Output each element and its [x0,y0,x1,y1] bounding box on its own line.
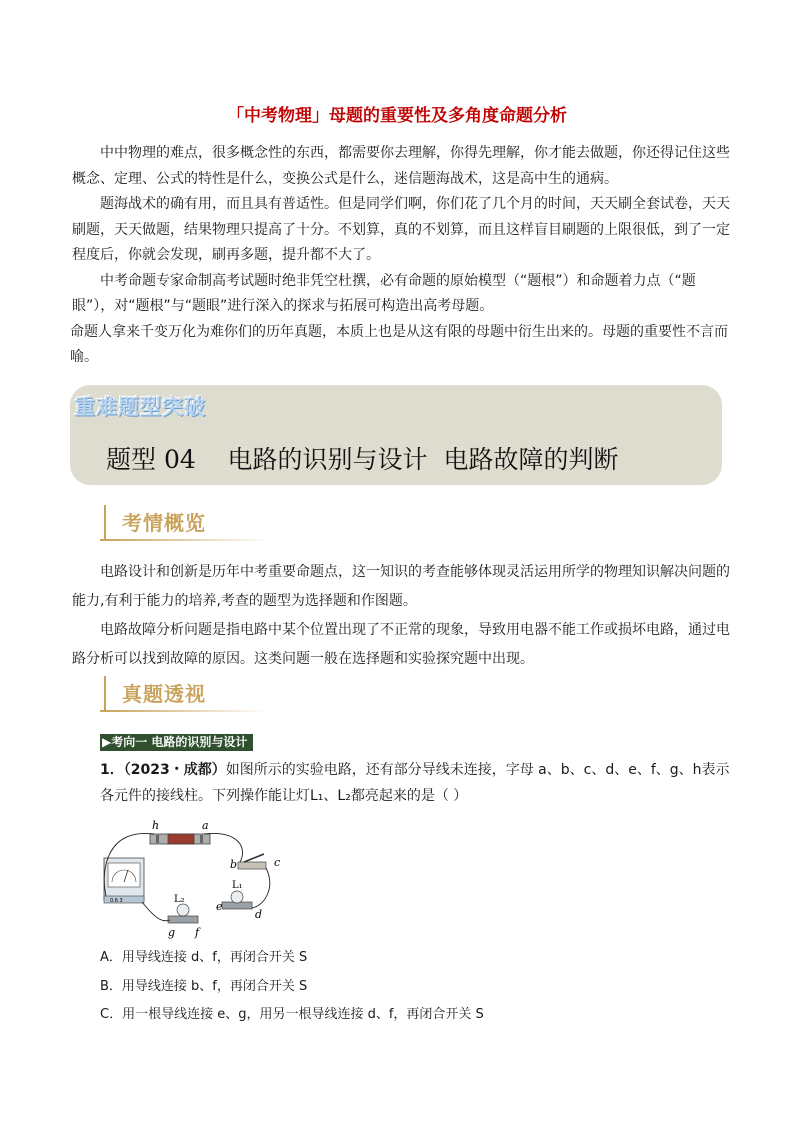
page-title: 「中考物理」母题的重要性及多角度命题分析 [227,106,567,126]
banner-tag: 重难题型突破 [74,395,206,419]
answer-options [100,944,484,1030]
topic-banner [70,385,722,485]
option-b[interactable]: B．用导线连接 b、f，再闭合开关 S [100,978,308,994]
heading-underline [100,539,270,541]
question-text: 如图所示的实验电路，还有部分导线未连接，字母 a、b、c、d、e、f、g、h表示 [225,762,730,778]
terminal-label-a: a [202,819,209,832]
lamp-l1-icon [222,891,252,909]
terminal-label-h: h [152,819,160,832]
terminal-label-c: c [274,856,281,869]
intro-text [72,141,732,371]
overview-text [72,558,737,674]
battery-icon [150,834,210,844]
terminal-label-b: b [230,858,238,871]
intro-paragraph: 命题人拿来千变万化为难你们的历年真题，本质上也是从这有限的母题中衍生出来的。母题的重要性不言而喻。 [70,323,728,365]
heading-vertical-bar [104,676,106,712]
wire [142,902,170,921]
lamp-label-l2: L₂ [174,894,185,905]
circuit-figure [98,818,288,940]
lamp-label-l1: L₁ [232,880,243,891]
section-heading-real-questions [100,674,270,714]
heading-label: 真题透视 [122,682,206,706]
ammeter-scale-label: 0.6 3 [110,898,123,904]
terminal-label-f: f [195,926,200,939]
question-line-1 [100,757,740,783]
question-number: 1． [100,762,124,778]
wire [252,868,270,908]
terminal-label-d: d [255,908,263,921]
option-c[interactable]: C．用一根导线连接 e、g，用另一根导线连接 d、f，再闭合开关 S [100,1007,484,1022]
ammeter-icon [104,858,144,903]
banner-title: 题型 04 电路的识别与设计 电路故障的判断 [106,445,619,474]
option-a[interactable]: A．用导线连接 d、f，再闭合开关 S [100,950,308,965]
lamp-l2-icon [168,904,198,923]
terminal-label-g: g [168,926,176,939]
overview-paragraph: 电路故障分析问题是指电路中某个位置出现了不正常的现象，导致用电器不能工作或损坏电路，通过电路分析可以找到故障的原因。这类问题一般在选择题和实验探究题中出现。 [72,622,730,667]
subtopic-label: ▶考向一 电路的识别与设计 [100,734,253,751]
question-stem [100,757,740,809]
overview-paragraph: 电路设计和创新是历年中考重要命题点，这一知识的考查能够体现灵活运用所学的物理知识解决问题的能力,有利于能力的培养,考查的题型为选择题和作图题。 [72,564,730,609]
intro-paragraph: 中考命题专家命制高考试题时绝非凭空杜撰，必有命题的原始模型（“题根”）和命题着力点（“题眼”），对“题根”与“题眼”进行深入的探求与拓展可构造出高考母题。 [72,272,696,314]
intro-paragraph: 中中物理的难点，很多概念性的东西，都需要你去理解，你得先理解，你才能去做题，你还得记住这些概念、定理、公式的特性是什么，变换公式是什么，迷信题海战术，这是高中生的通病。 [72,145,730,187]
heading-underline [100,710,270,712]
section-heading-overview [100,503,270,543]
heading-vertical-bar [104,505,106,541]
intro-paragraph: 题海战术的确有用，而且具有普适性。但是同学们啊，你们花了几个月的时间，天天刷全套试卷，天天刷题，天天做题，结果物理只提高了十分。不划算，真的不划算，而且这样盲目刷题的上限很低，到了一定程度后，你就会发现，刷再多题，提升都不大了。 [72,196,730,263]
terminal-label-e: e [216,900,223,913]
question-line-2: 各元件的接线柱。下列操作能让灯L₁、L₂都亮起来的是（ ） [100,788,468,804]
heading-label: 考情概览 [122,511,206,535]
question-source: （2023・成都） [123,762,226,778]
